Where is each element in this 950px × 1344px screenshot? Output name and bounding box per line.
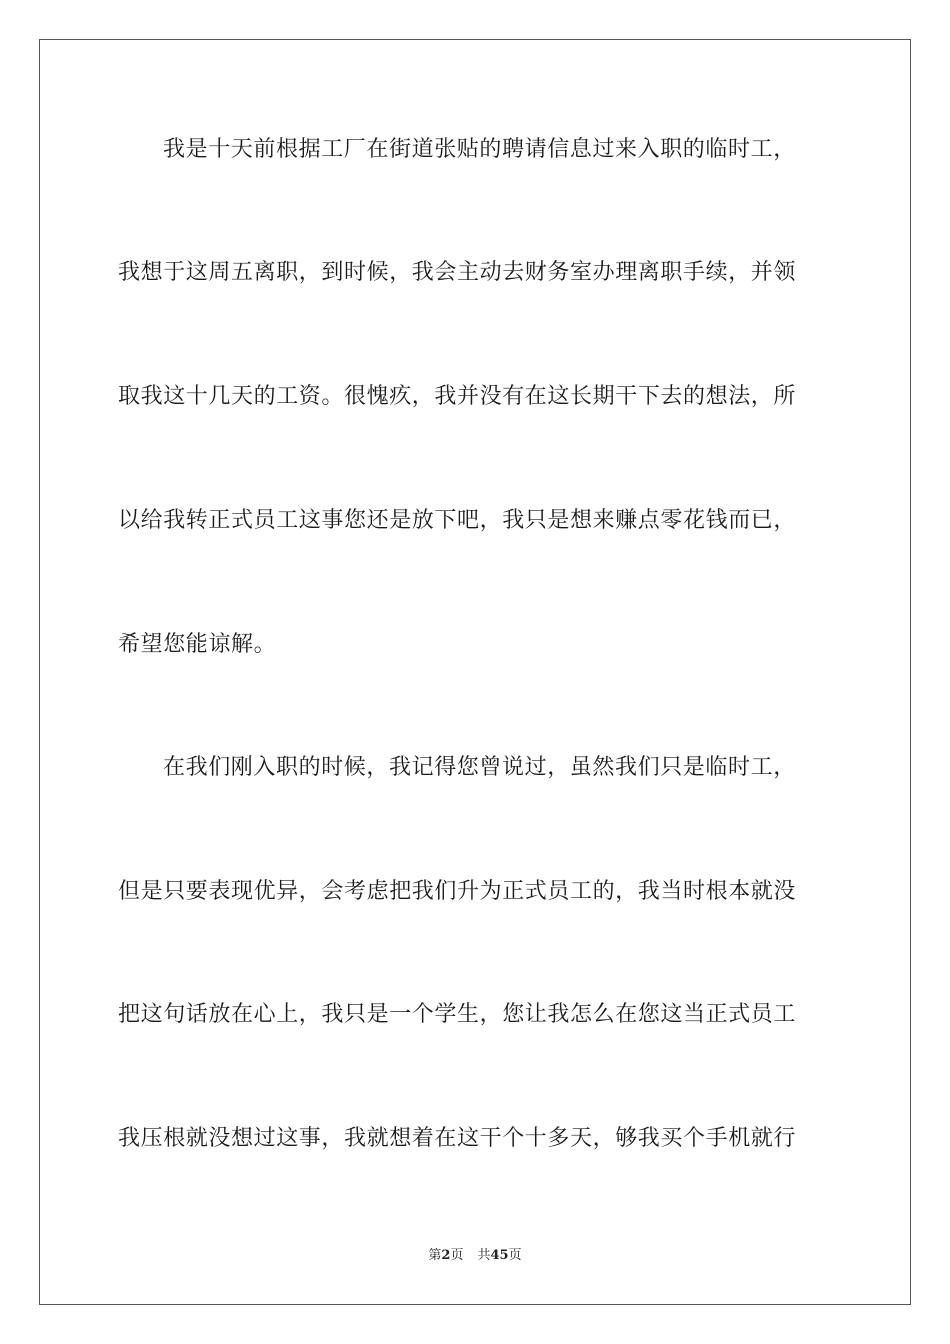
page-prefix: 第: [428, 1248, 442, 1263]
page-footer: [0, 1247, 950, 1265]
paragraph-line: 我想于这周五离职，到时候，我会主动去财务室办理离职手续，并领: [118, 260, 797, 285]
paragraph-line: 我是十天前根据工厂在街道张贴的聘请信息过来入职的临时工，: [163, 137, 796, 162]
total-pages: 45: [490, 1248, 509, 1263]
paragraph-line: 把这句话放在心上，我只是一个学生，您让我怎么在您这当正式员工: [118, 1002, 797, 1027]
page-border: [39, 39, 911, 1305]
page-number: 2: [441, 1248, 451, 1263]
paragraph-line: 但是只要表现优异，会考虑把我们升为正式员工的，我当时根本就没: [118, 879, 797, 904]
paragraph-line: 取我这十几天的工资。很愧疚，我并没有在这长期干下去的想法，所: [118, 384, 797, 409]
paragraph-line: 在我们刚入职的时候，我记得您曾说过，虽然我们只是临时工，: [163, 755, 796, 780]
total-prefix: 共: [477, 1248, 491, 1263]
paragraph-line: 我压根就没想过这事，我就想着在这干个十多天，够我买个手机就行: [118, 1126, 797, 1151]
page-suffix: 页: [450, 1248, 464, 1263]
total-suffix: 页: [508, 1248, 522, 1263]
paragraph-line: 以给我转正式员工这事您还是放下吧，我只是想来赚点零花钱而已，: [118, 508, 797, 533]
paragraph-line: 希望您能谅解。: [118, 632, 277, 657]
